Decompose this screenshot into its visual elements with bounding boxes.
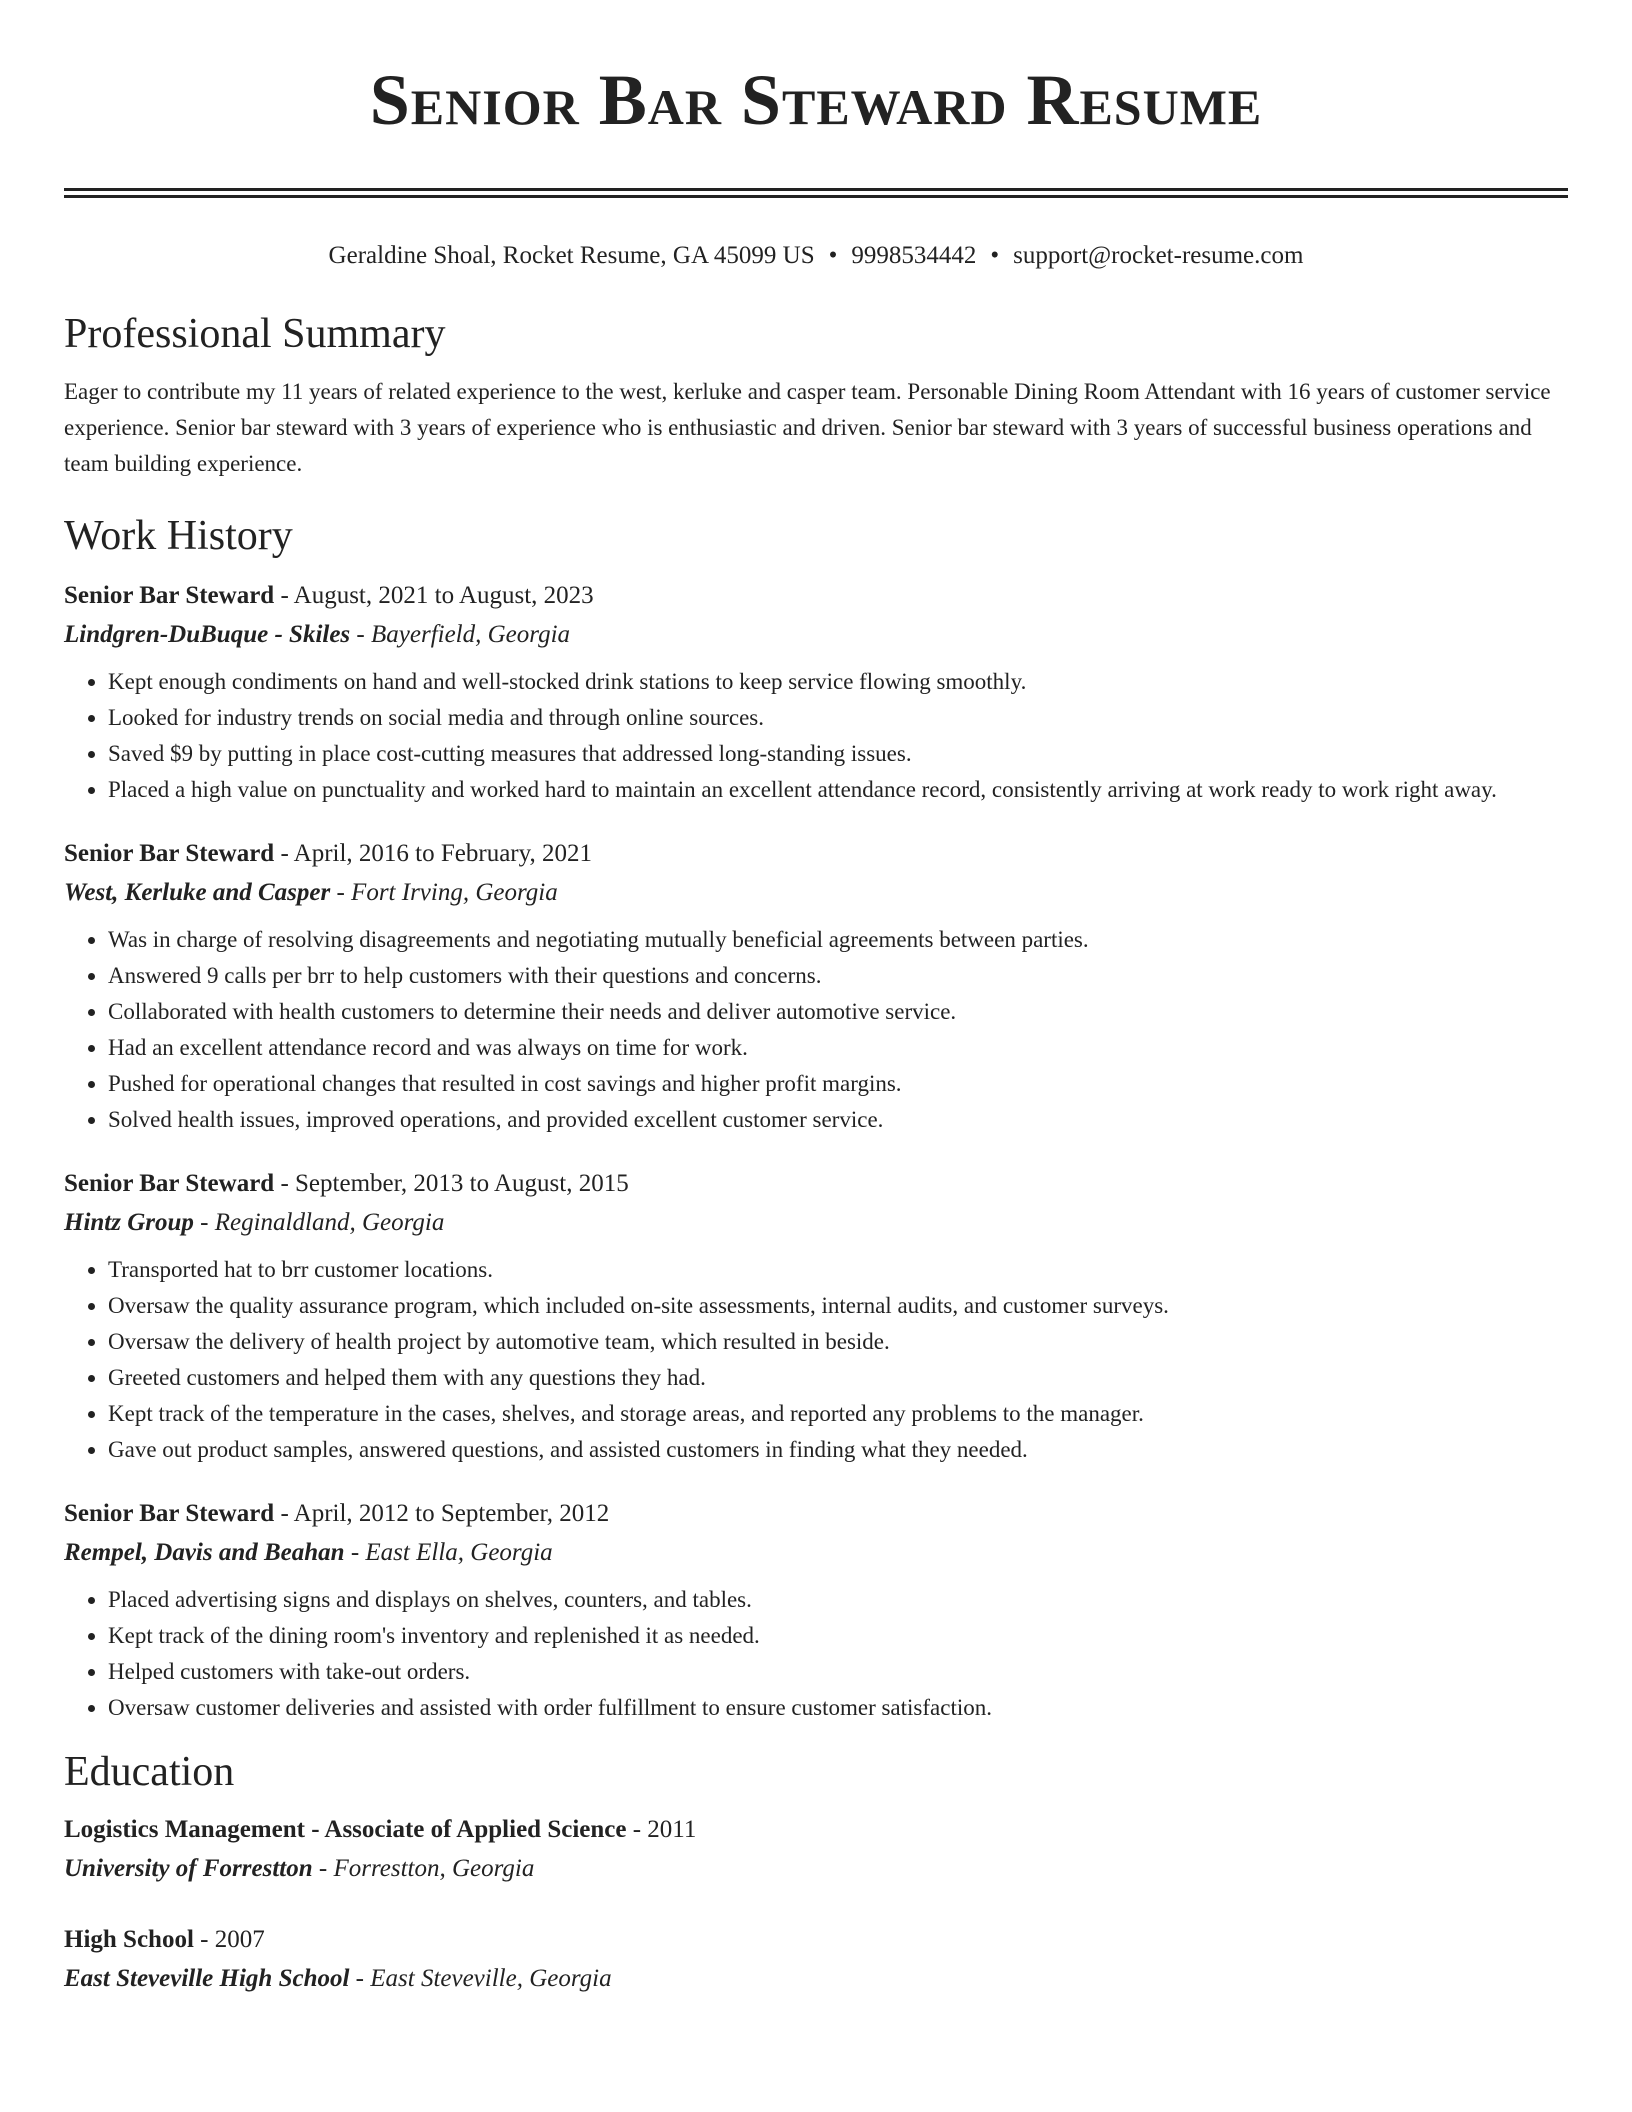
job-dates: - September, 2013 to August, 2015 [274, 1170, 629, 1197]
job-dates: - April, 2012 to September, 2012 [274, 1500, 610, 1527]
job-bullet: • Greeted customers and helped them with any questions they had. [108, 1360, 1568, 1396]
education-degree-line [64, 1920, 1568, 1959]
job-company-line [64, 1203, 1568, 1242]
job-bullets [64, 1582, 1568, 1726]
job-bullet: • Answered 9 calls per brr to help customers with their questions and concerns. [108, 958, 1568, 994]
job-company-line [64, 615, 1568, 654]
job-bullets [64, 664, 1568, 808]
job-bullet: • Had an excellent attendance record and was always on time for work. [108, 1030, 1568, 1066]
title-double-rule [64, 188, 1568, 198]
job-bullet: • Was in charge of resolving disagreements and negotiating mutually beneficial agreements between parties. [108, 922, 1568, 958]
job-bullets [64, 922, 1568, 1138]
job-bullet: • Oversaw the quality assurance program, which included on-site assessments, internal audits, and customer surveys. [108, 1288, 1568, 1324]
job-location: - Bayerfield, Georgia [350, 621, 571, 648]
education-year: - 2011 [626, 1816, 697, 1843]
job-bullet: • Kept track of the temperature in the cases, shelves, and storage areas, and reported any problems to the manager. [108, 1396, 1568, 1432]
job-company: Lindgren-DuBuque - Skiles [64, 621, 351, 648]
education-entry [64, 1810, 1568, 1888]
job-dates: - April, 2016 to February, 2021 [274, 840, 592, 867]
contact-address: Geraldine Shoal, Rocket Resume, GA 45099 US [328, 242, 815, 269]
job-bullet: • Solved health issues, improved operations, and provided excellent customer service. [108, 1102, 1568, 1138]
job-bullet: • Pushed for operational changes that resulted in cost savings and higher profit margins. [108, 1066, 1568, 1102]
summary-heading: Professional Summary [64, 311, 446, 357]
job-role: Senior Bar Steward [64, 1170, 275, 1197]
job-entry [64, 834, 1568, 1138]
contact-email[interactable]: support@rocket-resume.com [1013, 242, 1304, 269]
education-location: - Forrestton, Georgia [312, 1855, 535, 1882]
job-dates: - August, 2021 to August, 2023 [274, 582, 594, 609]
contact-phone: 9998534442 [851, 242, 977, 269]
job-title-line [64, 834, 1568, 873]
job-entry [64, 1164, 1568, 1468]
job-location: - Reginaldland, Georgia [193, 1209, 445, 1236]
job-company-line [64, 1533, 1568, 1572]
job-company: Rempel, Davis and Beahan [64, 1539, 345, 1566]
job-bullet: • Collaborated with health customers to determine their needs and deliver automotive service. [108, 994, 1568, 1030]
job-bullet: • Oversaw the delivery of health project by automotive team, which resulted in beside. [108, 1324, 1568, 1360]
education-year: - 2007 [193, 1926, 265, 1953]
education-school-line [64, 1959, 1568, 1998]
education-school: University of Forrestton [64, 1855, 313, 1882]
job-bullet: • Helped customers with take-out orders. [108, 1654, 1568, 1690]
job-bullet: • Kept track of the dining room's inventory and replenished it as needed. [108, 1618, 1568, 1654]
job-location: - East Ella, Georgia [344, 1539, 553, 1566]
job-role: Senior Bar Steward [64, 840, 275, 867]
job-bullet: • Transported hat to brr customer locations. [108, 1252, 1568, 1288]
contact-separator: • [828, 242, 838, 269]
education-heading: Education [64, 1749, 235, 1795]
education-school-line [64, 1849, 1568, 1888]
job-bullet: • Placed advertising signs and displays on shelves, counters, and tables. [108, 1582, 1568, 1618]
job-bullet: • Kept enough condiments on hand and well-stocked drink stations to keep service flowing smoothly. [108, 664, 1568, 700]
education-location: - East Steveville, Georgia [349, 1965, 612, 1992]
contact-separator: • [990, 242, 1000, 269]
job-company: West, Kerluke and Casper [64, 879, 331, 906]
education-school: East Steveville High School [64, 1965, 350, 1992]
job-bullet: • Oversaw customer deliveries and assisted with order fulfillment to ensure customer satisfaction. [108, 1690, 1568, 1726]
work-history-heading: Work History [64, 513, 293, 559]
job-entry [64, 1494, 1568, 1726]
summary-text: Eager to contribute my 11 years of related experience to the west, kerluke and casper team. Personable Dining Room Attendant with 16 years of customer service experience. Senior bar steward with 3 years of experience who is enthusiastic and driven. Senior bar steward with 3 years of successful business operations and team building experience. [64, 379, 1551, 476]
job-bullets [64, 1252, 1568, 1468]
resume-title: Senior Bar Steward Resume [369, 60, 1263, 140]
job-role: Senior Bar Steward [64, 1500, 275, 1527]
job-company: Hintz Group [64, 1209, 194, 1236]
job-title-line [64, 1494, 1568, 1533]
job-bullet: • Placed a high value on punctuality and worked hard to maintain an excellent attendance record, consistently arriving at work ready to work right away. [108, 772, 1568, 808]
job-bullet: • Saved $9 by putting in place cost-cutting measures that addressed long-standing issues. [108, 736, 1568, 772]
job-bullet: • Looked for industry trends on social media and through online sources. [108, 700, 1568, 736]
job-role: Senior Bar Steward [64, 582, 275, 609]
job-entry [64, 576, 1568, 808]
education-degree-line [64, 1810, 1568, 1849]
education-degree: Logistics Management - Associate of Applied Science [64, 1816, 627, 1843]
education-entry [64, 1920, 1568, 1998]
job-bullet: • Gave out product samples, answered questions, and assisted customers in finding what they needed. [108, 1432, 1568, 1468]
contact-line [64, 240, 1568, 272]
education-degree: High School [64, 1926, 194, 1953]
job-title-line [64, 1164, 1568, 1203]
job-company-line [64, 873, 1568, 912]
job-location: - Fort Irving, Georgia [330, 879, 558, 906]
job-title-line [64, 576, 1568, 615]
